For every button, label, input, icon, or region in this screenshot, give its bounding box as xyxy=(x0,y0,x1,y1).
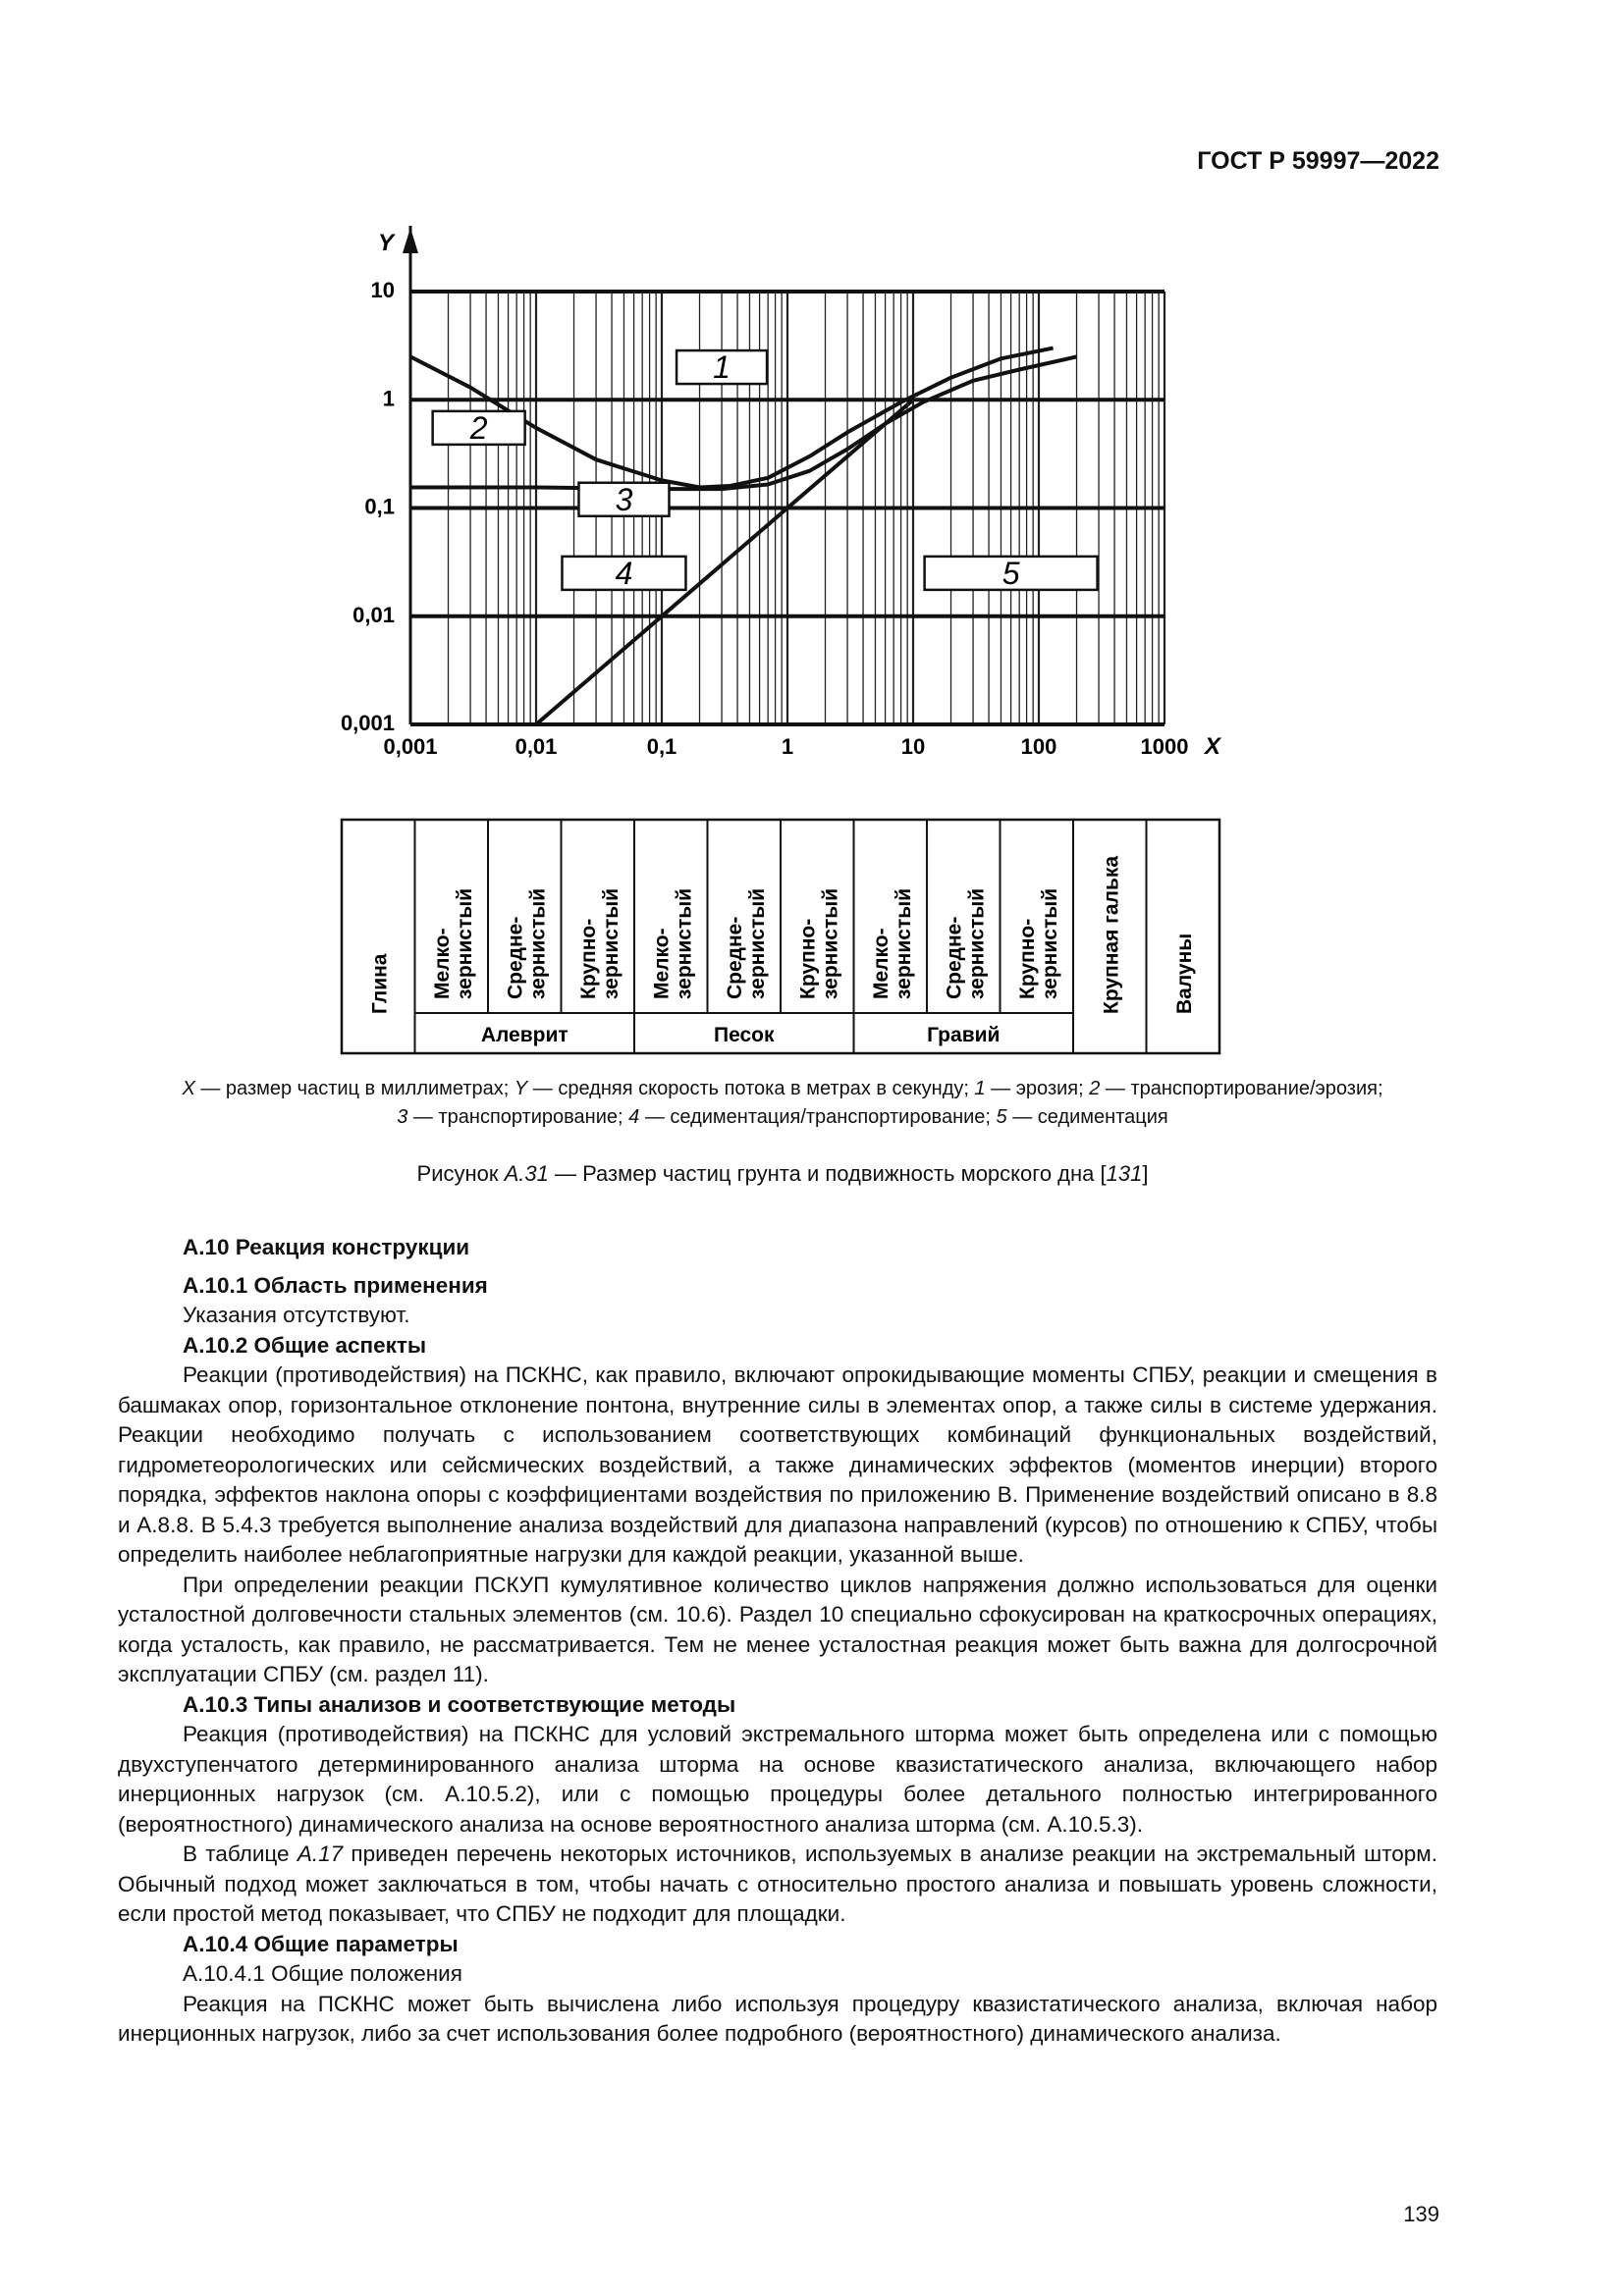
x-tick-label: 0,001 xyxy=(383,734,438,759)
table-group-label: Гравий xyxy=(927,1024,1001,1046)
subsection-heading: А.10.2 Общие аспекты xyxy=(183,1332,427,1358)
table-column-header: зернистый xyxy=(453,887,476,999)
page-number: 139 xyxy=(1403,2202,1439,2226)
table-column-header: Средне- xyxy=(723,916,746,999)
x-tick-label: 1 xyxy=(781,734,794,759)
table-column-header: Валуны xyxy=(1172,933,1196,1014)
y-tick-label: 0,01 xyxy=(352,602,395,627)
table-column-header: зернистый xyxy=(819,887,842,999)
paragraph: Реакция (противодействия) на ПСКНС для условий экстремального шторма может быть определена или с помощью двухступенчатого детерминированного анализа шторма на основе квазистатического анализа, включающего набор инерционных нагрузок (см. А.10.5.2), или с помощью процедуры более детального полностью интегрированного (вероятностного) динамического анализа на основе вероятностного анализа шторма (см. А.10.5.3). xyxy=(118,1722,1437,1837)
table-column-header: Мелко- xyxy=(650,928,674,999)
particle-size-chart xyxy=(0,0,1624,1060)
region-label-text: 5 xyxy=(1001,555,1020,591)
x-tick-label: 1000 xyxy=(1140,734,1189,759)
table-column-header: зернистый xyxy=(1038,887,1061,999)
clause-heading: А.10.4.1 Общие положения xyxy=(183,1961,462,1986)
table-group-label: Песок xyxy=(713,1024,775,1046)
subsection-heading: А.10.3 Типы анализов и соответствующие методы xyxy=(183,1691,736,1717)
table-column-header: Мелко- xyxy=(869,928,893,999)
table-column-header: Глина xyxy=(368,953,392,1014)
region-label xyxy=(677,349,767,385)
table-column-header: Средне- xyxy=(504,916,527,999)
table-group-label: Алеврит xyxy=(480,1024,568,1046)
region-label xyxy=(562,556,685,591)
region-label xyxy=(578,482,669,517)
table-column-header: Мелко- xyxy=(430,928,454,999)
region-label xyxy=(925,556,1098,591)
x-tick-label: 10 xyxy=(900,734,926,759)
figure-legend: X — размер частиц в миллиметрах; Y — средняя скорость потока в метрах в секунду; 1 — эрозия; 2 — транспортирование/эрозия; 3 — транспортирование; 4 — седиментация/транспортирование; 5 — седиментация xyxy=(182,1078,1383,1128)
x-axis-title: X xyxy=(1205,733,1221,760)
table-column-header: зернистый xyxy=(526,887,550,999)
classification-table xyxy=(342,820,1219,1053)
x-tick-label: 0,1 xyxy=(646,734,677,759)
table-column-header: Крупно- xyxy=(796,918,820,999)
document-body xyxy=(118,1233,1437,2050)
table-column-header: Крупно- xyxy=(576,918,600,999)
y-tick-label: 0,001 xyxy=(340,711,395,735)
y-axis-title: Y xyxy=(378,230,395,256)
table-column-header: зернистый xyxy=(892,887,915,999)
y-tick-label: 1 xyxy=(382,386,395,411)
subsection-heading: А.10.4 Общие параметры xyxy=(183,1931,459,1956)
region-label-text: 1 xyxy=(713,349,731,386)
paragraph: Указания отсутствуют. xyxy=(183,1303,410,1327)
y-tick-label: 10 xyxy=(370,278,395,302)
table-column-header: зернистый xyxy=(673,887,696,999)
region-label-text: 2 xyxy=(469,409,488,446)
document-header: ГОСТ Р 59997—2022 xyxy=(1197,147,1439,175)
table-column-header: Крупная галька xyxy=(1100,855,1123,1014)
chart-region-labels xyxy=(433,349,1098,591)
table-column-header: Средне- xyxy=(943,916,966,999)
paragraph: Реакции (противодействия) на ПСКНС, как правило, включают опрокидывающие моменты СПБУ, реакции и смещения в башмаках опор, горизонтальное отклонение понтона, внутренние силы в элементах опор, а также силы в системе удержания. Реакции необходимо получать с использованием соответствующих комбинаций функциональных воздействий, гидрометеорологических или сейсмических воздействий, а также динамических эффектов (моментов инерции) второго порядка, эффектов наклона опоры с коэффициентами воздействия по приложению В. Применение воздействий описано в 8.8 и А.8.8. В 5.4.3 требуется выполнение анализа воздействий для диапазона направлений (курсов) по отношению к СПБУ, чтобы определить наиболее неблагоприятные нагрузки для каждой реакции, указанной выше. xyxy=(118,1362,1437,1567)
table-column-header: зернистый xyxy=(745,887,769,999)
region-label xyxy=(433,410,525,446)
chart-curves xyxy=(410,348,1077,724)
paragraph: Реакция на ПСКНС может быть вычислена либо используя процедуру квазистатического анализа, включая набор инерционных нагрузок, либо за счет использования более подробного (вероятностного) динамического анализа. xyxy=(118,1991,1437,2046)
table-column-header: зернистый xyxy=(599,887,623,999)
region-label-text: 4 xyxy=(615,555,633,591)
figure-caption: Рисунок А.31 — Размер частиц грунта и подвижность морского дна [131] xyxy=(416,1161,1149,1186)
subsection-heading: А.10.1 Область применения xyxy=(183,1272,488,1298)
x-tick-label: 100 xyxy=(1020,734,1057,759)
y-axis-arrow xyxy=(403,228,418,253)
x-tick-label: 0,01 xyxy=(514,734,558,759)
paragraph: В таблице А.17 приведен перечень некоторых источников, используемых в анализе реакции на экстремальный шторм. Обычный подход может заключаться в том, чтобы начать с относительно простого анализа и повышать уровень сложности, если простой метод показывает, что СПБУ не подходит для площадки. xyxy=(118,1842,1437,1926)
table-column-header: зернистый xyxy=(965,887,989,999)
paragraph: При определении реакции ПСКУП кумулятивное количество циклов напряжения должно использоваться для оценки усталостной долговечности стальных элементов (см. 10.6). Раздел 10 специально сфокусирован на краткосрочных операциях, когда усталость, как правило, не рассматривается. Тем не менее усталостная реакция может быть важна для долгосрочной эксплуатации СПБУ (см. раздел 11). xyxy=(118,1572,1437,1686)
table-column-header: Крупно- xyxy=(1015,918,1039,999)
y-tick-label: 0,1 xyxy=(364,494,395,519)
section-heading: А.10 Реакция конструкции xyxy=(183,1235,470,1259)
region-label-text: 3 xyxy=(615,481,633,517)
